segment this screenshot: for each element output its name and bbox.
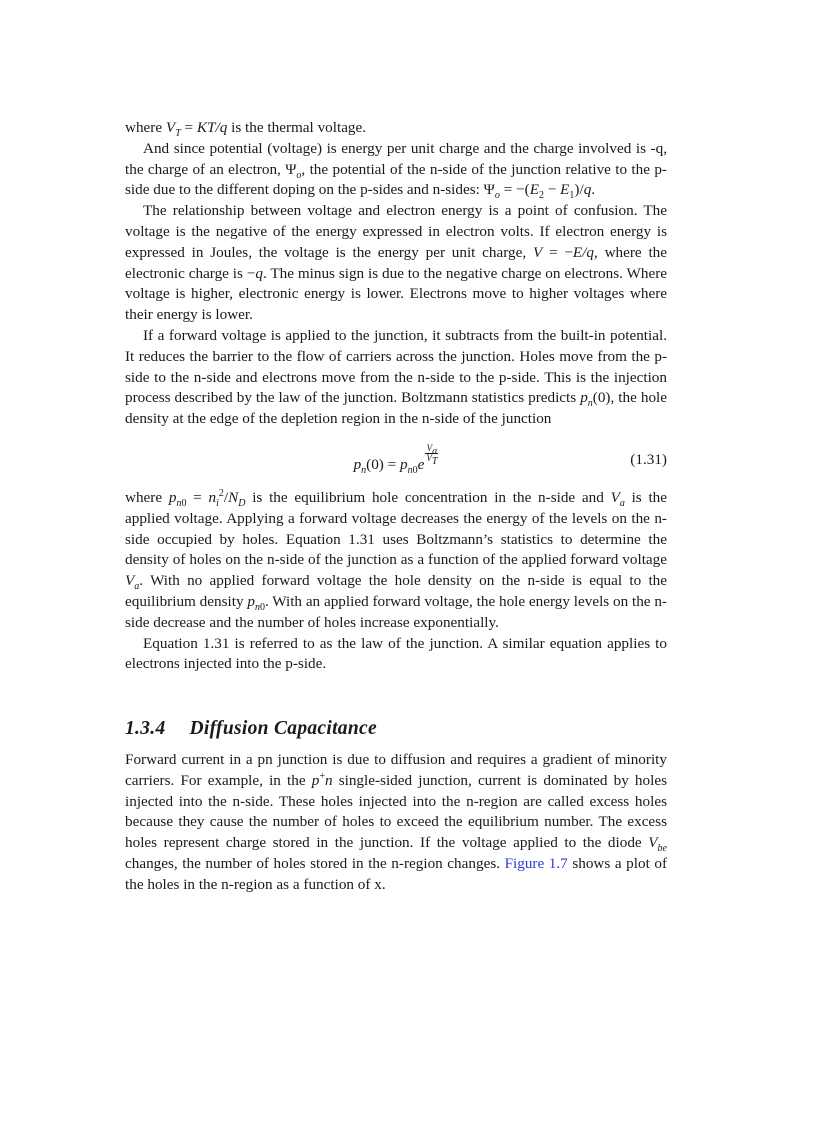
text-span: , the potential of the n-side of the junction relative to the p-side due to the different doping on the p-sides and n-sides: <box>125 160 667 199</box>
text-span: The relationship between voltage and electron energy is a point of confusion. The voltage is the negative of the energy expressed in electron volts. If electron energy is expressed in Joules, the voltage is the energy per unit charge, <box>125 202 667 261</box>
section-number: 1.3.4 <box>125 718 166 740</box>
section-heading <box>125 719 667 740</box>
text-span: is the thermal voltage. <box>227 119 367 136</box>
section-title: Diffusion Capacitance <box>189 718 377 740</box>
document-page <box>125 118 667 896</box>
text-span: , the hole density at the edge of the depletion region in the n-side of the junction <box>125 389 667 428</box>
text-span: where <box>125 119 166 136</box>
figure-reference-link[interactable]: Figure 1.7 <box>504 854 568 872</box>
paragraph-diffusion: Forward current in a pn junction is due to diffusion and requires a gradient of minority carriers. For example, in the p+n single-sided junction, current is dominated by holes injected into the n-side. These holes injected into the n-region are called excess holes because they cause the number of holes to exceed the equilibrium number. The excess holes represent charge stored in the junction. If the voltage applied to the diode $V_{be}$ changes, the number of holes stored in the n-region changes. Figure 1.7 shows a plot of the holes in the n-region as a function of x. <box>125 750 668 893</box>
text-span: . The minus sign is due to the negative charge on electrons. Where voltage is higher, electronic energy is lower. Electrons move to higher voltages where their energy is lower. <box>125 264 667 324</box>
paragraph-equilibrium: where $p_{n0} = n_i^2/N_D$ is the equilibrium hole concentration in the n-side and $V_a$ is the applied voltage. Applying a forward voltage decreases the energy of the levels on the n-side occupied by holes. Equation 1.31 uses Boltzmann’s statistics to determine the density of holes on the n-side of the junction as a function of the applied forward voltage $V_a$. With no applied forward voltage the hole density on the n-side is equal to the equilibrium density $p_{n0}$. With an applied forward voltage, the hole energy levels on the n-side decrease and the number of holes increase exponentially. <box>125 487 667 631</box>
exponent-fraction: $\frac{V_a}{V_T}$ <box>426 443 438 467</box>
text-span: And since potential (voltage) is energy per unit charge and the charge involved is -q, the charge of an electron, <box>125 139 667 178</box>
text-span: is the equilibrium hole concentration in the n-side and <box>245 488 611 506</box>
paragraph-voltage-energy: The relationship between voltage and electron energy is a point of confusion. The voltage is the negative of the energy expressed in electron volts. If electron energy is expressed in Joules, the voltage is the energy per unit charge, V = −E/q, where the electronic charge is −q. The minus sign is due to the negative charge on electrons. Where voltage is higher, electronic energy is lower. Electrons move to higher voltages where their energy is lower. <box>125 202 667 324</box>
paragraph-law-of-junction: Equation 1.31 is referred to as the law of the junction. A similar equation applies to electrons injected into the p-side. <box>125 634 667 673</box>
equation-number: (1.31) <box>630 450 667 468</box>
paragraph-forward-voltage: If a forward voltage is applied to the junction, it subtracts from the built-in potential. It reduces the barrier to the flow of carriers across the junction. Holes move from the p-side to the n-side and electrons move from the n-side to the p-side. This is the injection process described by the law of the junction. Boltzmann statistics predicts $p_n(0)$, the hole density at the edge of the depletion region in the n-side of the junction <box>125 326 667 428</box>
text-span: . With an applied forward voltage, the hole energy levels on the n-side decrease and the number of holes increase exponentially. <box>125 592 667 631</box>
equation-body: $p_n(0) = p_{n0}e$ $\frac{V_a}{V_T}$ <box>353 443 438 477</box>
text-span: is the applied voltage. Applying a forward voltage decreases the energy of the levels on the n-side occupied by holes. Equation 1.31 uses Boltzmann’s statistics to determine the density of holes on the n-side of the junction as a function of the applied forward voltage <box>125 488 667 569</box>
paragraph-thermal-voltage: where $V_T = KT/q$ is the thermal voltage. <box>125 119 367 140</box>
text-span: If a forward voltage is applied to the junction, it subtracts from the built-in potential. It reduces the barrier to the flow of carriers across the junction. Holes move from the p-side to the n-side and electrons move from the n-side to the p-side. This is the injection process described by the law of the junction. Boltzmann statistics predicts <box>125 326 667 407</box>
text-span: where <box>125 488 169 506</box>
paragraph-potential: And since potential (voltage) is energy per unit charge and the charge involved is -q, the charge of an electron, $\Psi_o$, the potential of the n-side of the junction relative to the p-side due to the different doping on the p-sides and n-sides: $\Psi_o = -(E_2 - E_1)/q$. <box>125 139 667 202</box>
equation-law-of-junction <box>125 436 667 484</box>
text-span: shows a plot of the holes in the n-region as a function of x. <box>125 854 668 893</box>
text-span: . With no applied forward voltage the hole density on the n-side is equal to the equilibrium density <box>125 572 667 610</box>
text-span: single-sided junction, current is dominated by holes injected into the n-side. These holes injected into the n-region are called excess holes because they cause the number of holes to exceed the equilibrium number. The excess holes represent charge stored in the junction. If the voltage applied to the diode <box>125 771 667 852</box>
text-span: changes, the number of holes stored in the n-region changes. <box>125 854 505 872</box>
text-span: , where the electronic charge is <box>125 243 667 282</box>
text-span: Forward current in a pn junction is due to diffusion and requires a gradient of minority carriers. For example, in the <box>125 750 667 789</box>
